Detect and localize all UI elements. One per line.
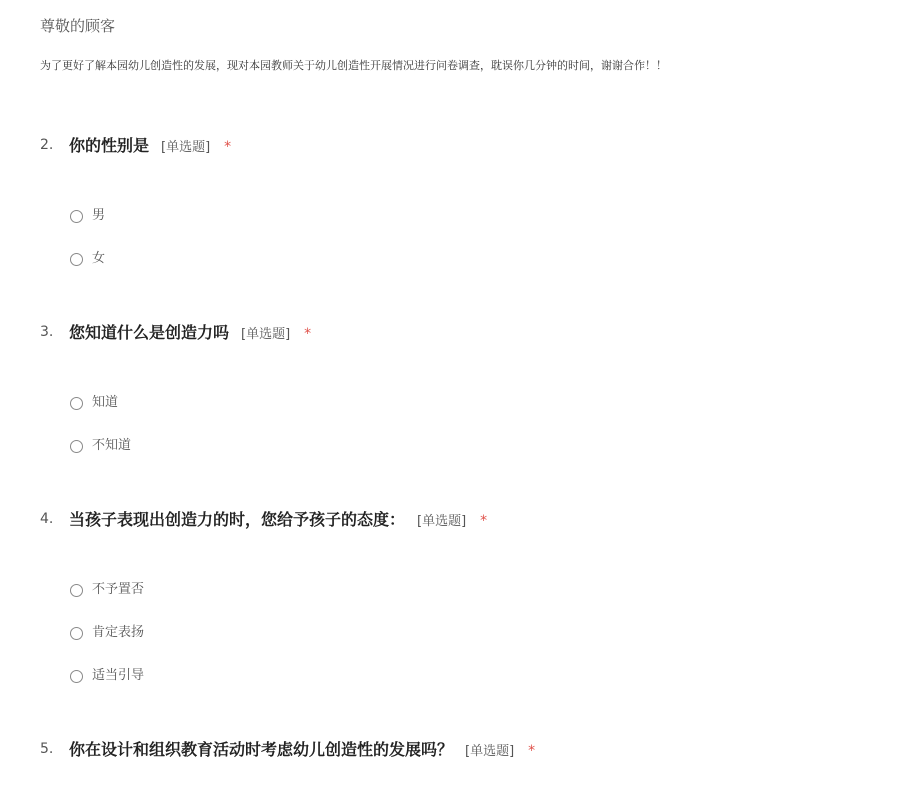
required-marker: * xyxy=(304,326,312,342)
question-title-text: 你在设计和组织教育活动时考虑幼儿创造性的发展吗？ xyxy=(69,740,454,759)
option-no-comment[interactable] xyxy=(70,579,144,601)
question-design-activities xyxy=(40,739,860,763)
option-label[interactable]: 适当引导 xyxy=(92,668,145,683)
survey-greeting: 尊敬的顾客 xyxy=(40,17,116,35)
option-female[interactable] xyxy=(70,248,105,270)
question-title xyxy=(69,739,535,763)
option-label[interactable]: 不予置否 xyxy=(92,582,145,597)
question-header xyxy=(40,135,860,159)
question-header xyxy=(40,739,860,763)
question-title xyxy=(69,135,231,159)
option-label[interactable]: 女 xyxy=(92,251,106,266)
radio-button[interactable] xyxy=(70,253,83,266)
option-label[interactable]: 男 xyxy=(92,208,106,223)
required-marker: * xyxy=(224,139,232,155)
radio-button[interactable] xyxy=(70,397,83,410)
question-know-creativity xyxy=(40,322,860,453)
option-male[interactable] xyxy=(70,205,105,227)
radio-button[interactable] xyxy=(70,627,83,640)
option-praise[interactable] xyxy=(70,622,144,644)
question-attitude xyxy=(40,509,860,683)
question-number: 2. xyxy=(40,137,54,153)
question-header xyxy=(40,322,860,346)
question-title-text: 您知道什么是创造力吗 xyxy=(69,323,230,342)
radio-button[interactable] xyxy=(70,210,83,223)
option-label[interactable]: 肯定表扬 xyxy=(92,625,145,640)
question-number: 3. xyxy=(40,324,54,340)
option-guide[interactable] xyxy=(70,665,144,687)
required-marker: * xyxy=(528,743,536,759)
option-label[interactable]: 知道 xyxy=(92,395,119,410)
question-gender xyxy=(40,135,860,266)
question-number: 5. xyxy=(40,741,54,757)
question-title xyxy=(69,322,311,346)
question-title-text: 当孩子表现出创造力的时，您给予孩子的态度： xyxy=(69,510,406,529)
radio-button[interactable] xyxy=(70,670,83,683)
question-title xyxy=(69,509,487,533)
question-number: 4. xyxy=(40,511,54,527)
question-type-badge: [单选题] xyxy=(417,514,467,529)
question-title-text: 你的性别是 xyxy=(69,136,150,155)
option-know[interactable] xyxy=(70,392,118,414)
option-dont-know[interactable] xyxy=(70,435,131,457)
question-type-badge: [单选题] xyxy=(465,744,515,759)
question-type-badge: [单选题] xyxy=(161,140,211,155)
option-label[interactable]: 不知道 xyxy=(92,438,132,453)
required-marker: * xyxy=(480,513,488,529)
radio-button[interactable] xyxy=(70,584,83,597)
question-header xyxy=(40,509,860,533)
radio-button[interactable] xyxy=(70,440,83,453)
survey-intro: 为了更好了解本园幼儿创造性的发展，现对本园教师关于幼儿创造性开展情况进行问卷调查，耽误你几分钟的时间，谢谢合作！！ xyxy=(40,59,667,72)
question-type-badge: [单选题] xyxy=(241,327,291,342)
